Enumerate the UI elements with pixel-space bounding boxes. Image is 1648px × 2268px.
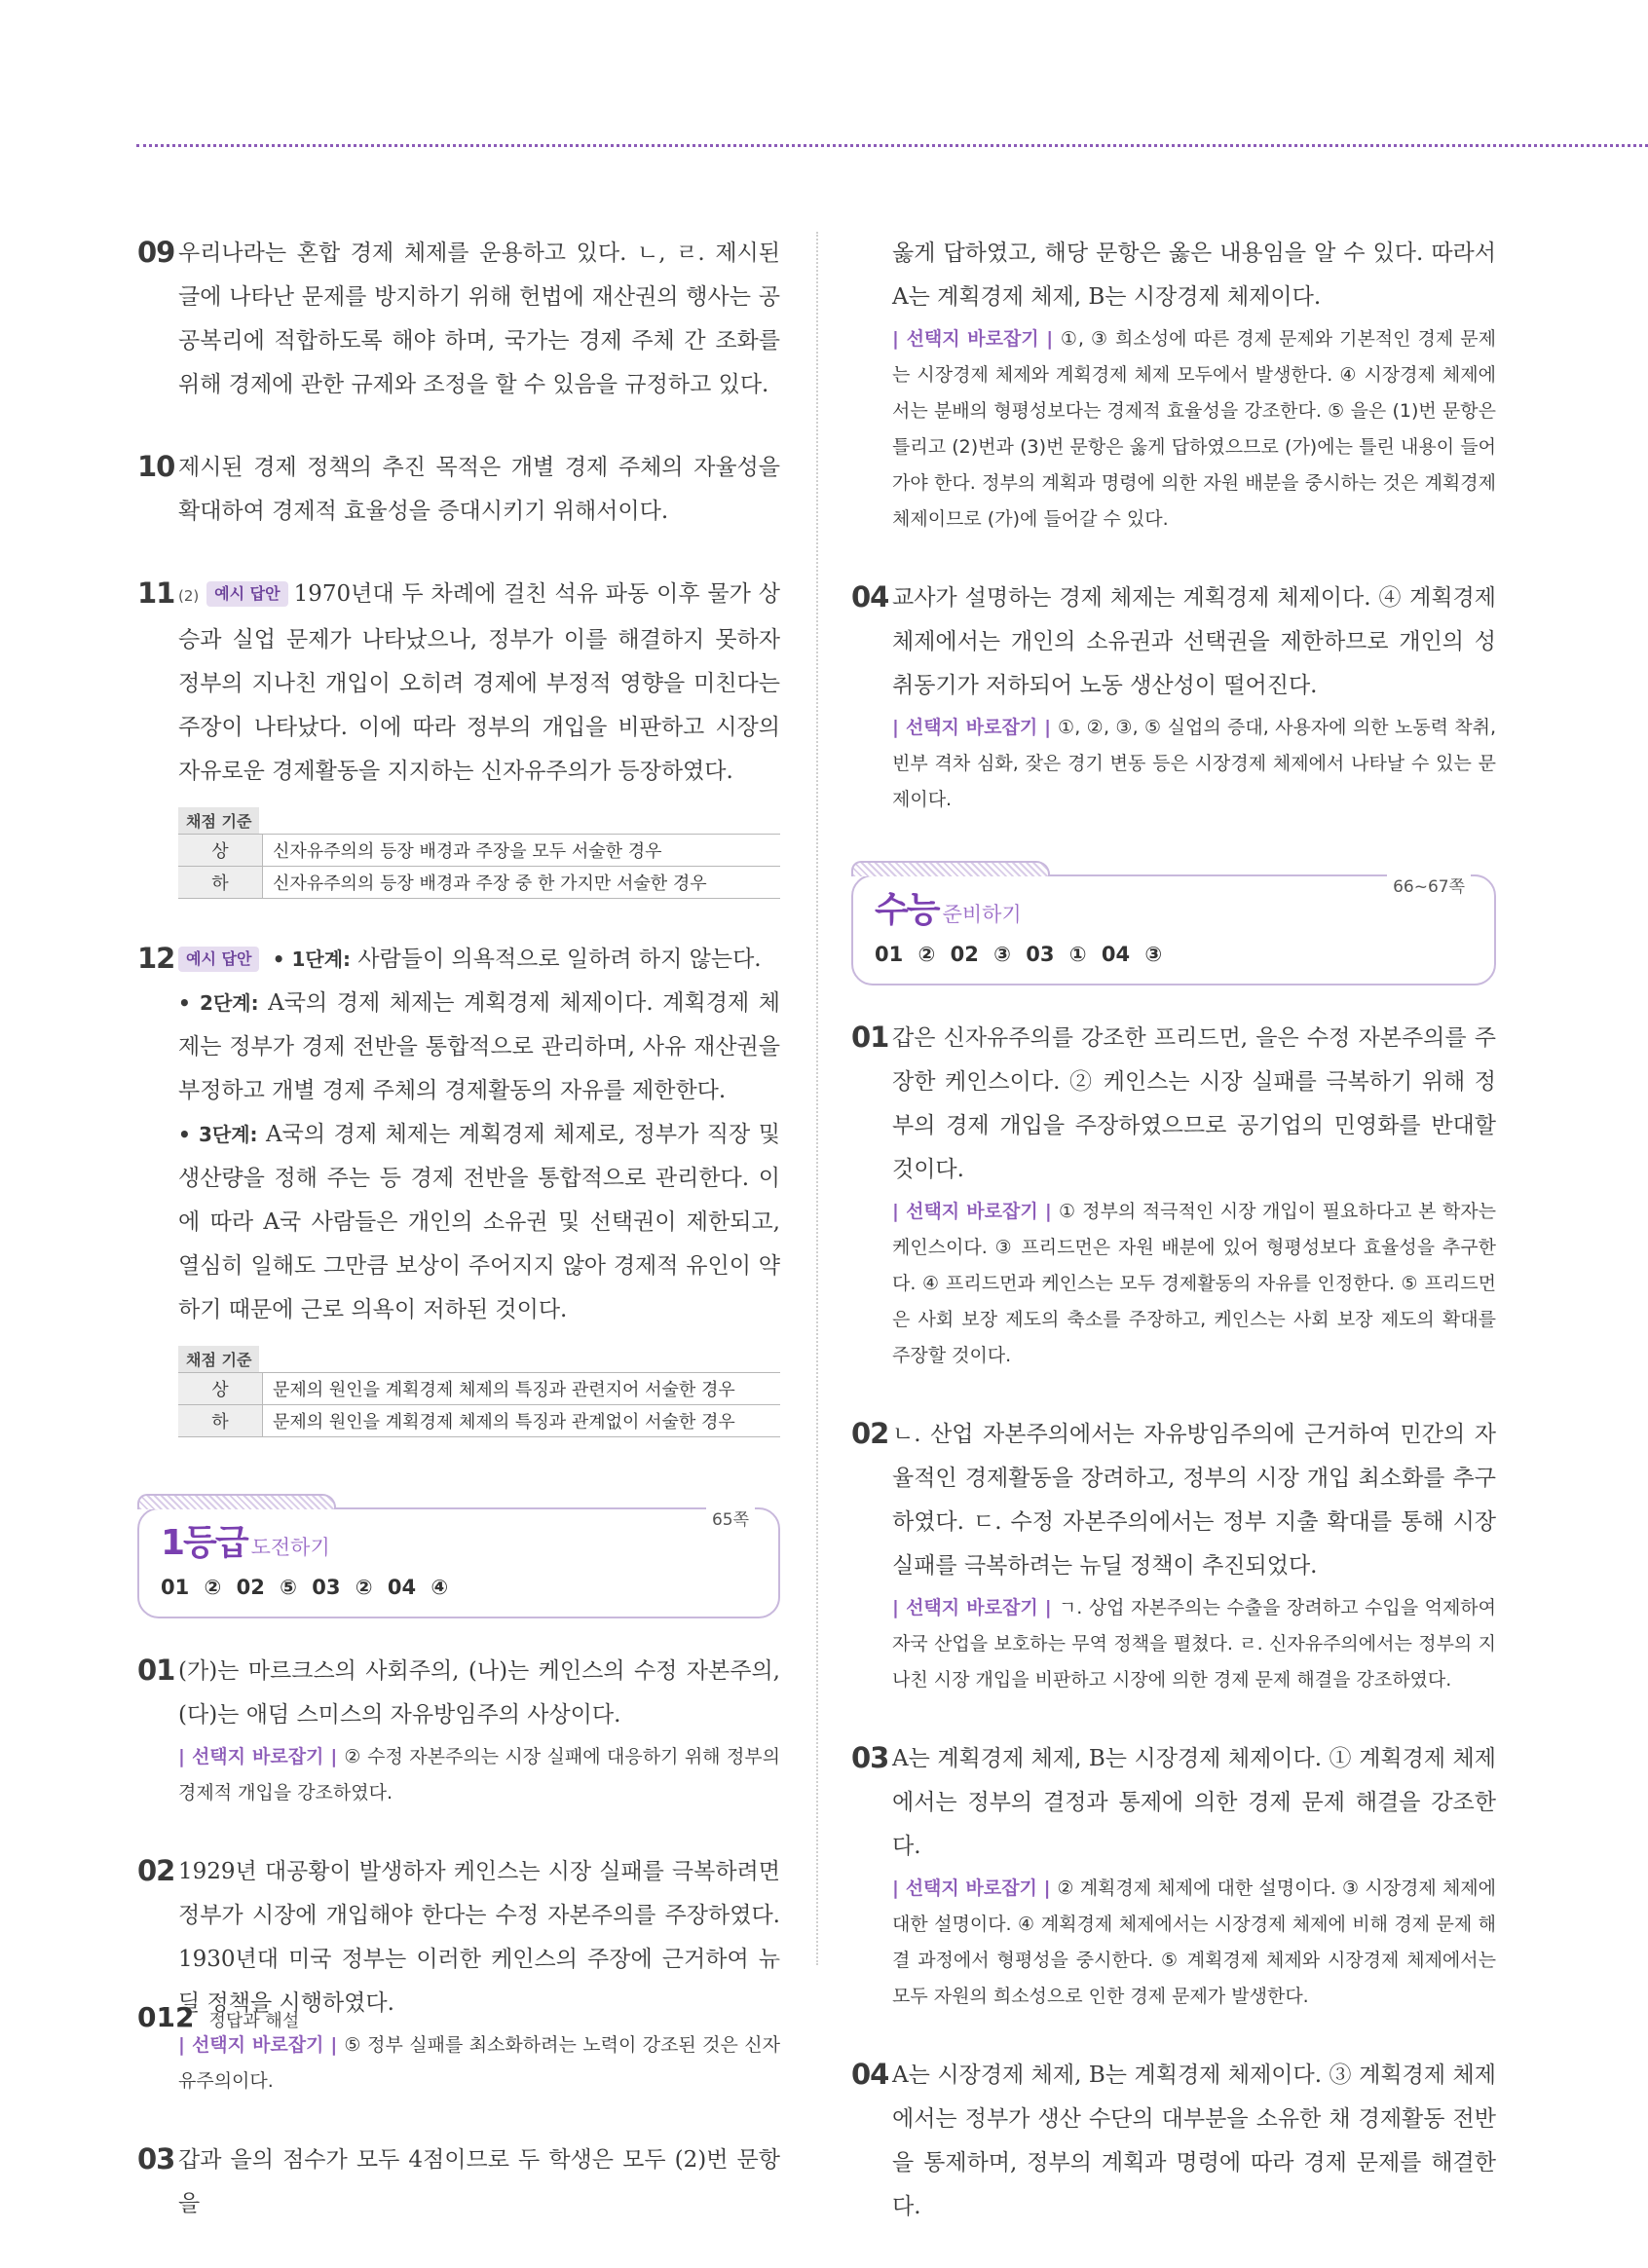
explanation-text: 옳게 답하였고, 해당 문항은 옳은 내용임을 알 수 있다. 따라서 A는 계획경제 체제, B는 시장경제 체제이다. — [892, 241, 1496, 310]
answer-11 — [137, 573, 780, 899]
section-title-sub: 도전하기 — [250, 1536, 330, 1559]
scoring-rubric — [178, 1346, 780, 1437]
box-header-tab — [851, 861, 1050, 876]
section-title-sub: 준비하기 — [942, 903, 1022, 926]
challenge-04 — [851, 576, 1496, 818]
question-number: 10 — [137, 450, 175, 483]
top-dotted-rule — [136, 144, 1648, 147]
question-number: 02 — [851, 1417, 889, 1450]
step-3 — [178, 1113, 780, 1332]
sub-question-label: (2) — [178, 587, 200, 605]
choice-correction: | 선택지 바로잡기 | ① 정부의 적극적인 시장 개입이 필요하다고 본 학자는 케인스이다. ③ 프리드먼은 자원 배분에 있어 형평성보다 효율성을 추구한다. ④ 프리드먼과 케인스는 모두 경제활동의 자유를 인정한다. ⑤ 프리드먼은 사회 보장 제도의 축소를 주장하고, 케인스는 사회 보장 제도의 확대를 주장할 것이다. — [892, 1201, 1497, 1366]
explanation-paragraph — [178, 573, 780, 794]
rubric-row — [178, 1373, 780, 1405]
explanation-text: 제시된 경제 정책의 추진 목적은 개별 경제 주체의 자율성을 확대하여 경제적 효율성을 증대시키기 위해서이다. — [178, 455, 780, 524]
choice-correction: | 선택지 바로잡기 | ⑤ 정부 실패를 최소화하려는 노력이 강조된 것은 신자유주의이다. — [178, 2034, 781, 2092]
choice-correction-label: 선택지 바로잡기 — [906, 1597, 1038, 1618]
section-title — [161, 1515, 330, 1565]
suneung-04 — [851, 2054, 1496, 2229]
question-number: 01 — [137, 1654, 175, 1687]
choice-correction: | 선택지 바로잡기 | ①, ②, ③, ⑤ 실업의 증대, 사용자에 의한 노동력 착취, 빈부 격차 심화, 잦은 경기 변동 등은 시장경제 체제에서 나타날 수 있는 문제이다. — [892, 717, 1497, 810]
choice-correction: | 선택지 바로잡기 | ①, ③ 희소성에 따른 경제 문제와 기본적인 경제 문제는 시장경제 체제와 계획경제 체제 모두에서 발생한다. ④ 시장경제 체제에서는 분배의 형평성보다는 경제적 효율성을 강조한다. ⑤ 을은 (1)번 문항은 틀리고 (2)번과 (3)번 문항은 옳게 답하였으므로 (가)에는 틀린 내용이 들어가야 한다. 정부의 계획과 명령에 의한 자원 배분을 중시하는 것은 계획경제 체제이므로 (가)에 들어갈 수 있다. — [892, 328, 1497, 530]
rubric-table — [178, 834, 780, 899]
rubric-desc: 신자유주의의 등장 배경과 주장 중 한 가지만 서술한 경우 — [263, 867, 781, 899]
explanation-text: 갑과 을의 점수가 모두 4점이므로 두 학생은 모두 (2)번 문항을 — [178, 2147, 780, 2216]
page-footer — [137, 2001, 299, 2033]
answer-key: 01 ② 02 ③ 03 ① 04 ③ — [875, 943, 1163, 966]
example-answer-tag: 예시 답안 — [206, 581, 287, 607]
suneung-01 — [851, 1017, 1496, 1374]
step-text: 사람들이 의욕적으로 일하려 하지 않는다. — [357, 947, 762, 972]
section-title — [875, 882, 1022, 932]
rubric-label: 채점 기준 — [178, 1346, 259, 1372]
page-reference: 65쪽 — [706, 1506, 755, 1530]
choice-correction: | 선택지 바로잡기 | ㄱ. 상업 자본주의는 수출을 장려하고 수입을 억제하여 자국 산업을 보호하는 무역 정책을 펼쳤다. ㄹ. 신자유주의에서는 정부의 지나친 시장 개입을 비판하고 시장에 의한 경제 문제 해결을 강조하였다. — [892, 1597, 1497, 1691]
explanation-text: 1929년 대공황이 발생하자 케인스는 시장 실패를 극복하려면 정부가 시장에 개입해야 한다는 수정 자본주의를 주장하였다. 1930년대 미국 정부는 이러한 케인스의 주장에 근거하여 뉴딜 정책을 시행하였다. — [178, 1859, 780, 2016]
left-column — [137, 232, 780, 2265]
section-title-main: 수능 — [875, 890, 939, 930]
answer-10 — [137, 446, 780, 534]
section-title-main: 1등급 — [161, 1523, 247, 1563]
explanation-text: 갑은 신자유주의를 강조한 프리드먼, 을은 수정 자본주의를 주장한 케인스이다. ② 케인스는 시장 실패를 극복하기 위해 정부의 경제 개입을 주장하였으므로 공기업의 민영화를 반대할 것이다. — [892, 1025, 1496, 1182]
choice-correction-text: ①, ③ 희소성에 따른 경제 문제와 기본적인 경제 문제는 시장경제 체제와 계획경제 체제 모두에서 발생한다. ④ 시장경제 체제에서는 분배의 형평성보다는 경제적 효율성을 강조한다. ⑤ 을은 (1)번 문항은 틀리고 (2)번과 (3)번 문항은 옳게 답하였으므로 (가)에는 틀린 내용이 들어가야 한다. 정부의 계획과 명령에 의한 자원 배분을 중시하는 것은 계획경제 체제이므로 (가)에 들어갈 수 있다. — [892, 328, 1497, 530]
step-2 — [178, 982, 780, 1113]
question-number: 03 — [851, 1741, 889, 1774]
rubric-grade: 하 — [178, 1405, 263, 1437]
example-answer-tag: 예시 답안 — [178, 947, 259, 972]
step-label: • 3단계: — [178, 1123, 258, 1146]
rubric-row — [178, 867, 780, 899]
question-number: 09 — [137, 236, 175, 269]
step-label: • 1단계: — [272, 948, 352, 971]
choice-correction-text: ② 계획경제 체제에 대한 설명이다. ③ 시장경제 체제에 대한 설명이다. ④ 계획경제 체제에서는 시장경제 체제에 비해 경제 문제 해결 과정에서 형평성을 중시한다. ⑤ 계획경제 체제와 시장경제 체제에서는 모두 자원의 희소성으로 인한 경제 문제가 발생한다. — [892, 1878, 1497, 2007]
choice-correction-text: ①, ②, ③, ⑤ 실업의 증대, 사용자에 의한 노동력 착취, 빈부 격차 심화, 잦은 경기 변동 등은 시장경제 체제에서 나타날 수 있는 문제이다. — [892, 717, 1497, 810]
explanation-text: (가)는 마르크스의 사회주의, (나)는 케인스의 수정 자본주의, (다)는 애덤 스미스의 자유방임주의 사상이다. — [178, 1658, 780, 1728]
choice-correction-label: 선택지 바로잡기 — [191, 2034, 324, 2056]
rubric-row — [178, 835, 780, 867]
right-column — [851, 232, 1496, 2268]
column-divider — [816, 232, 818, 1965]
suneung-03 — [851, 1737, 1496, 2015]
suneung-section-box — [851, 874, 1496, 985]
question-number: 02 — [137, 1854, 175, 1887]
rubric-table — [178, 1372, 780, 1437]
challenge-01 — [137, 1650, 780, 1811]
rubric-desc: 신자유주의의 등장 배경과 주장을 모두 서술한 경우 — [263, 835, 781, 867]
choice-correction-label: 선택지 바로잡기 — [905, 1878, 1037, 1899]
rubric-grade: 상 — [178, 835, 263, 867]
choice-correction: | 선택지 바로잡기 | ② 수정 자본주의는 시장 실패에 대응하기 위해 정부의 경제적 개입을 강조하였다. — [178, 1746, 781, 1803]
answer-12 — [137, 938, 780, 1437]
rubric-desc: 문제의 원인을 계획경제 체제의 특징과 관련지어 서술한 경우 — [263, 1373, 781, 1405]
explanation-text: ㄴ. 산업 자본주의에서는 자유방임주의에 근거하여 민간의 자율적인 경제활동을 장려하고, 정부의 시장 개입 최소화를 추구하였다. ㄷ. 수정 자본주의에서는 정부 지출 확대를 통해 시장 실패를 극복하려는 뉴딜 정책이 추진되었다. — [892, 1422, 1496, 1579]
explanation-text: 1970년대 두 차례에 걸친 석유 파동 이후 물가 상승과 실업 문제가 나타났으나, 정부가 이를 해결하지 못하자 정부의 지나친 개입이 오히려 경제에 부정적 영향을 미친다는 주장이 나타났다. 이에 따라 정부의 개입을 비판하고 시장의 자유로운 경제활동을 지지하는 신자유주의가 등장하였다. — [178, 581, 780, 784]
challenge-03-continued — [851, 232, 1496, 538]
explanation-text: A는 계획경제 체제, B는 시장경제 체제이다. ① 계획경제 체제에서는 정부의 결정과 통제에 의한 경제 문제 해결을 강조한다. — [892, 1746, 1496, 1859]
explanation-text: 우리나라는 혼합 경제 체제를 운용하고 있다. ㄴ, ㄹ. 제시된 글에 나타난 문제를 방지하기 위해 헌법에 재산권의 행사는 공공복리에 적합하도록 해야 하며, 국가는 경제 주체 간 조화를 위해 경제에 관한 규제와 조정을 할 수 있음을 규정하고 있다. — [178, 241, 780, 397]
answer-key: 01 ② 02 ⑤ 03 ② 04 ④ — [161, 1576, 449, 1599]
suneung-02 — [851, 1413, 1496, 1698]
question-number: 04 — [851, 2058, 889, 2091]
scoring-rubric — [178, 807, 780, 899]
page-reference: 66~67쪽 — [1387, 873, 1471, 897]
footer-title: 정답과 해설 — [208, 2011, 300, 2031]
question-number: 12 — [137, 942, 175, 975]
choice-correction-label: 선택지 바로잡기 — [906, 1201, 1038, 1222]
challenge-03 — [137, 2138, 780, 2226]
question-number: 04 — [851, 580, 889, 613]
challenge-section-box — [137, 1507, 780, 1618]
choice-correction-text: ㄱ. 상업 자본주의는 수출을 장려하고 수입을 억제하여 자국 산업을 보호하는 무역 정책을 펼쳤다. ㄹ. 신자유주의에서는 정부의 지나친 시장 개입을 비판하고 시장에 의한 경제 문제 해결을 강조하였다. — [892, 1597, 1497, 1691]
choice-correction-label: 선택지 바로잡기 — [906, 328, 1039, 350]
question-number: 01 — [851, 1021, 889, 1054]
choice-correction-label: 선택지 바로잡기 — [191, 1746, 324, 1767]
rubric-grade: 상 — [178, 1373, 263, 1405]
challenge-02 — [137, 1850, 780, 2100]
choice-correction-text: ① 정부의 적극적인 시장 개입이 필요하다고 본 학자는 케인스이다. ③ 프리드먼은 자원 배분에 있어 형평성보다 효율성을 추구한다. ④ 프리드먼과 케인스는 모두 경제활동의 자유를 인정한다. ⑤ 프리드먼은 사회 보장 제도의 축소를 주장하고, 케인스는 사회 보장 제도의 확대를 주장할 것이다. — [892, 1201, 1497, 1366]
rubric-grade: 하 — [178, 867, 263, 899]
answer-09 — [137, 232, 780, 407]
step-label: • 2단계: — [178, 991, 259, 1015]
step-text: A국의 경제 체제는 계획경제 체제로, 정부가 직장 및 생산량을 정해 주는 등 경제 전반을 통합적으로 관리한다. 이에 따라 A국 사람들은 개인의 소유권 및 선택권이 제한되고, 열심히 일해도 그만큼 보상이 주어지지 않아 경제적 유인이 약하기 때문에 근로 의욕이 저하된 것이다. — [178, 1122, 780, 1322]
choice-correction-text: ⑤ 정부 실패를 최소화하려는 노력이 강조된 것은 신자유주의이다. — [178, 2034, 781, 2092]
rubric-row — [178, 1405, 780, 1437]
page-number: 012 — [137, 2001, 195, 2033]
box-header-tab — [137, 1494, 336, 1509]
question-number: 11 — [137, 576, 175, 610]
rubric-desc: 문제의 원인을 계획경제 체제의 특징과 관계없이 서술한 경우 — [263, 1405, 781, 1437]
step-text: A국의 경제 체제는 계획경제 체제이다. 계획경제 체제는 정부가 경제 전반을 통합적으로 관리하며, 사유 재산권을 부정하고 개별 경제 주체의 경제활동의 자유를 제한한다. — [178, 990, 780, 1103]
step-1 — [178, 938, 780, 982]
explanation-text: A는 시장경제 체제, B는 계획경제 체제이다. ③ 계획경제 체제에서는 정부가 생산 수단의 대부분을 소유한 채 경제활동 전반을 통제하며, 정부의 계획과 명령에 따라 경제 문제를 해결한다. — [892, 2063, 1496, 2219]
explanation-text: 교사가 설명하는 경제 체제는 계획경제 체제이다. ④ 계획경제 체제에서는 개인의 소유권과 선택권을 제한하므로 개인의 성취동기가 저하되어 노동 생산성이 떨어진다. — [892, 585, 1496, 698]
choice-correction: | 선택지 바로잡기 | ② 계획경제 체제에 대한 설명이다. ③ 시장경제 체제에 대한 설명이다. ④ 계획경제 체제에서는 시장경제 체제에 비해 경제 문제 해결 과정에서 형평성을 중시한다. ⑤ 계획경제 체제와 시장경제 체제에서는 모두 자원의 희소성으로 인한 경제 문제가 발생한다. — [892, 1878, 1497, 2007]
choice-correction-label: 선택지 바로잡기 — [905, 717, 1038, 738]
rubric-label: 채점 기준 — [178, 807, 259, 834]
question-number: 03 — [137, 2142, 175, 2175]
choice-correction-text: ② 수정 자본주의는 시장 실패에 대응하기 위해 정부의 경제적 개입을 강조하였다. — [178, 1746, 781, 1803]
